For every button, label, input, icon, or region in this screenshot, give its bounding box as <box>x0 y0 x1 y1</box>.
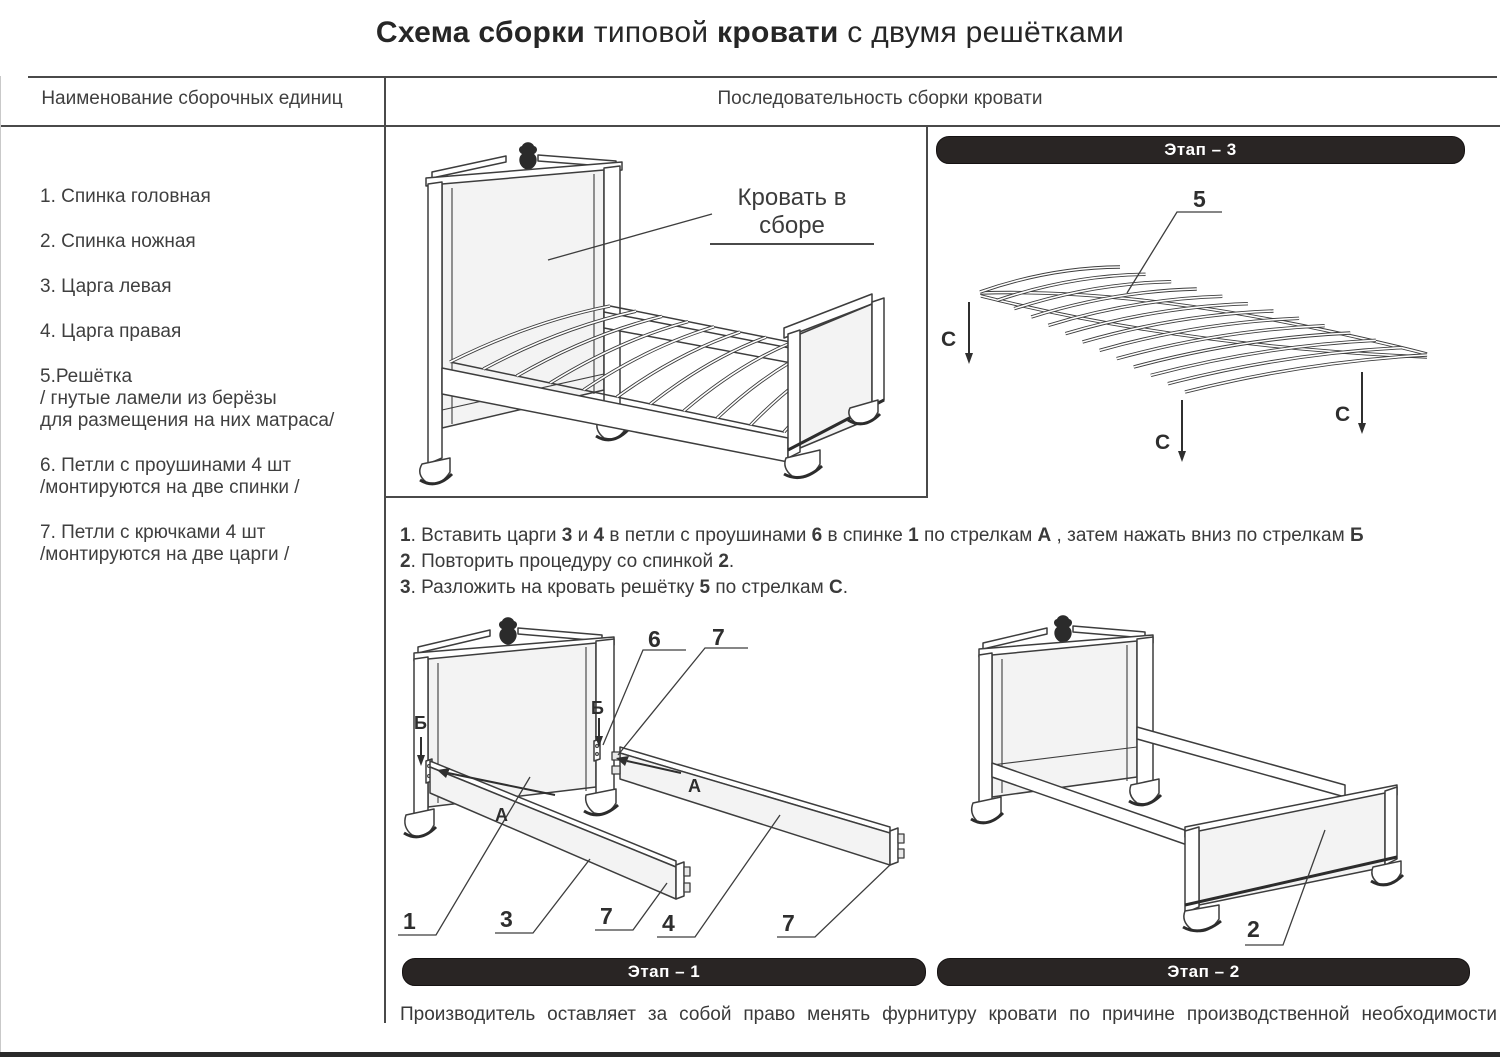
stage-3-banner-label: Этап – 3 <box>1164 140 1237 159</box>
parts-list-item-6 <box>40 455 380 499</box>
page-title <box>0 16 1500 50</box>
stage2-drawing <box>945 615 1500 958</box>
finial-urn-icon <box>519 142 537 170</box>
label-6-leader-line <box>603 650 686 745</box>
part-5-note-2: для размещения на них матраса/ <box>40 410 335 431</box>
stage1-label-7a: 7 <box>600 903 613 929</box>
stage2-footboard <box>1183 785 1403 931</box>
stage-2-banner <box>937 958 1470 986</box>
footboard-drawing <box>784 294 884 478</box>
slat-base-slats <box>980 267 1427 392</box>
parts-list-item-2 <box>40 231 380 253</box>
bottom-rule <box>0 1052 1500 1057</box>
instruction-line-1: 1. Вставить царги 3 и 4 в петли с проушинами 6 в спинке 1 по стрелкам А , затем нажать вниз по стрелкам Б <box>400 525 1364 546</box>
stage1-label-6: 6 <box>648 626 661 652</box>
part-6-label: 6. Петли с проушинами 4 шт <box>40 455 292 476</box>
headboard-drawing <box>420 142 628 484</box>
instruction-line-2: 2. Повторить процедуру со спинкой 2. <box>400 551 735 572</box>
stage1-label-7-top: 7 <box>712 624 725 650</box>
part-3-label: 3. Царга левая <box>40 276 172 297</box>
stage-2-banner-label: Этап – 2 <box>1167 962 1240 981</box>
title-normal-1: типовой <box>585 16 717 49</box>
finial-urn-icon <box>499 617 517 645</box>
top-rule <box>28 76 1497 78</box>
stage-1-banner-label: Этап – 1 <box>627 962 701 981</box>
stage1-label-a-right: А <box>688 776 701 796</box>
label-5-leader-line <box>1127 212 1222 293</box>
rail4-hook <box>898 834 904 843</box>
part-2-label: 2. Спинка ножная <box>40 231 196 252</box>
parts-list-item-7 <box>40 522 380 566</box>
part-5-label: 5.Решётка <box>40 366 133 387</box>
part-7-note-1: /монтируются на две царги / <box>40 544 290 565</box>
parts-column-header: Наименование сборочных единиц <box>41 88 343 109</box>
rail3-hook <box>684 883 690 892</box>
sequence-column-header: Последовательность сборки кровати <box>717 88 1043 109</box>
rail4-hook <box>898 849 904 858</box>
instruction-line-3: 3. Разложить на кровать решётку 5 по стрелкам С. <box>400 577 848 598</box>
stage1-label-b-left: Б <box>414 713 427 733</box>
stage-1-banner <box>402 958 926 986</box>
stage1-label-b-right: Б <box>591 698 604 718</box>
part-4-label: 4. Царга правая <box>40 321 182 342</box>
slat-base-drawing <box>935 165 1500 510</box>
parts-list-item-4 <box>40 321 380 343</box>
stage3-label-c-bottom: С <box>1155 431 1171 454</box>
stage1-label-3: 3 <box>500 906 513 932</box>
stage3-label-5: 5 <box>1193 186 1206 212</box>
part-6-note-1: /монтируются на две спинки / <box>40 477 300 498</box>
page-left-border <box>0 76 1 1057</box>
slat-base-rails <box>980 293 1427 357</box>
rail4-hook <box>612 766 620 774</box>
stage1-label-4: 4 <box>662 910 675 936</box>
bed-panel-right-border <box>926 125 928 498</box>
stage1-label-7b: 7 <box>782 910 795 936</box>
title-bold-2: кровати <box>717 16 839 49</box>
assembled-bed-caption: Кровать в сборе <box>710 184 874 245</box>
bed-panel-bottom-border <box>384 496 928 498</box>
finial-urn-icon <box>1054 615 1072 643</box>
part-5-note-1: / гнутые ламели из берёзы <box>40 388 277 409</box>
rail3-hook <box>684 867 690 876</box>
arrow-c-bottom <box>1178 400 1186 462</box>
header-bottom-rule <box>0 125 1500 127</box>
parts-list-item-1 <box>40 186 380 208</box>
title-bold-1: Схема сборки <box>375 16 586 49</box>
stage1-label-1: 1 <box>403 908 416 934</box>
arrow-c-left <box>965 302 973 364</box>
stage1-drawing <box>390 615 935 958</box>
arrow-c-right <box>1358 372 1366 434</box>
stage3-label-c-left: С <box>941 328 957 351</box>
stage1-label-a-left: А <box>495 805 508 825</box>
stage3-label-c-right: С <box>1335 403 1351 426</box>
stage2-label-2: 2 <box>1247 916 1260 942</box>
parts-list-item-5 <box>40 366 380 432</box>
title-normal-2: с двумя решётками <box>838 16 1125 49</box>
part-7-label: 7. Петли с крючками 4 шт <box>40 522 266 543</box>
stage-3-banner <box>936 136 1465 164</box>
parts-list-item-3 <box>40 276 380 298</box>
part-1-label: 1. Спинка головная <box>40 186 211 207</box>
assembly-instructions <box>400 523 1475 601</box>
manufacturer-disclaimer: Производитель оставляет за собой право менять фурнитуру кровати по причине производственной необходимости <box>400 1004 1497 1025</box>
